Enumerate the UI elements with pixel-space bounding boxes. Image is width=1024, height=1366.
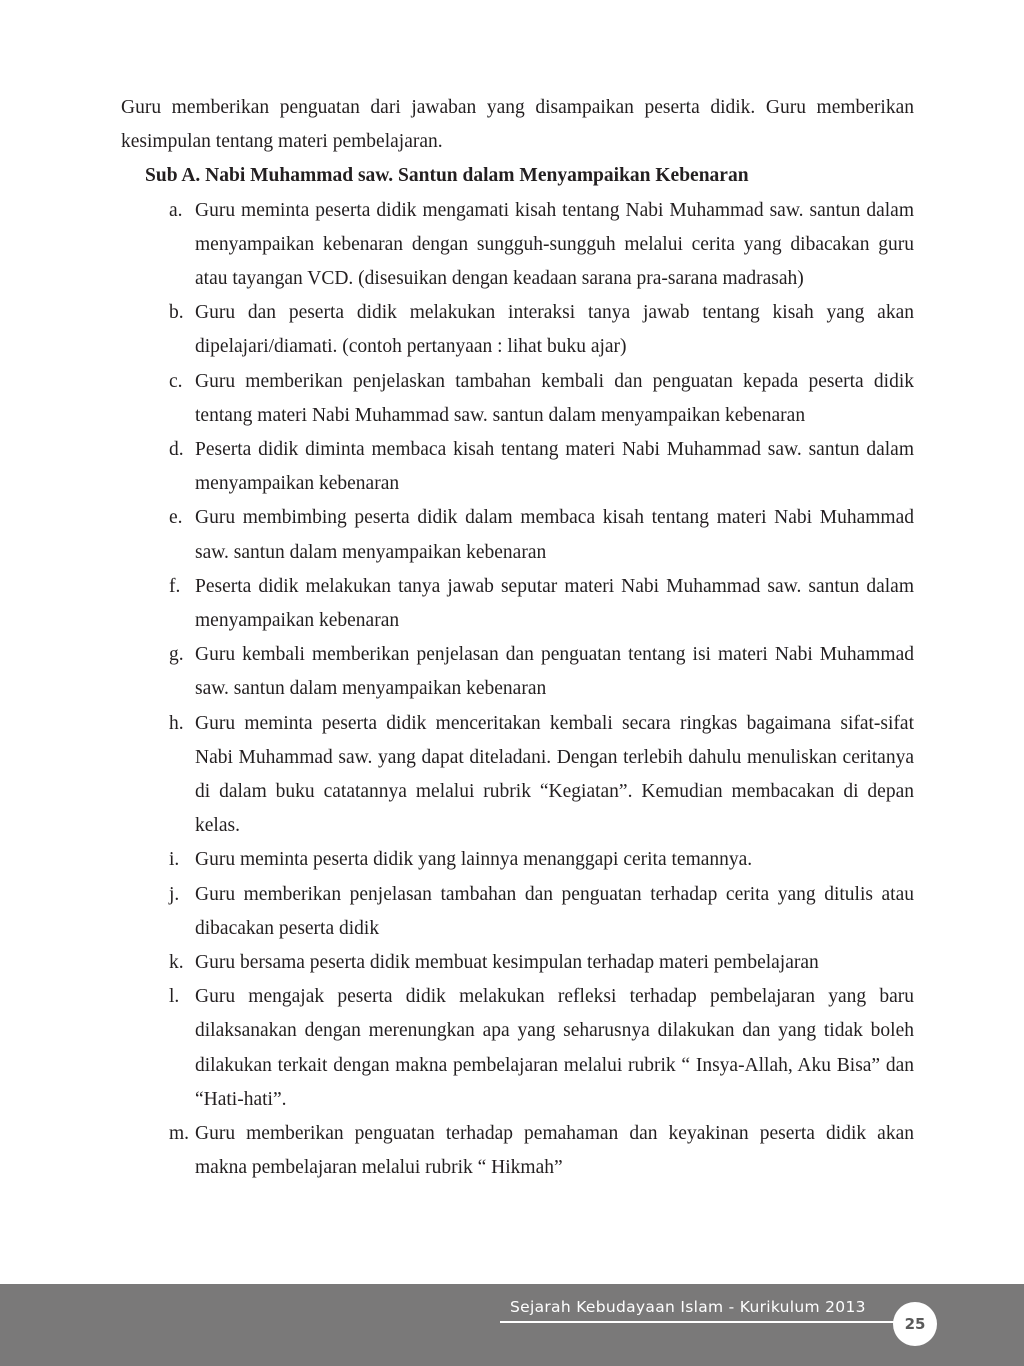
footer-divider <box>500 1321 900 1323</box>
list-item <box>121 707 914 844</box>
item-text: Guru mengajak peserta didik melakukan refleksi terhadap pembelajaran yang baru dilaksanakan dengan merenungkan apa yang seharusnya dilakukan dan yang tidak boleh dilakukan terkait dengan makna pembelajaran melalui rubrik “ Insya-Allah, Aku Bisa” dan “Hati-hati”. <box>195 986 914 1110</box>
list-item <box>121 194 914 297</box>
item-letter: l. <box>169 986 180 1008</box>
footer-book-title: Sejarah Kebudayaan Islam - Kurikulum 2013 <box>510 1298 866 1316</box>
item-letter: b. <box>169 302 184 324</box>
list-item <box>121 980 914 1117</box>
list-item <box>121 501 914 569</box>
list-item <box>121 433 914 501</box>
page-number: 25 <box>904 1315 926 1333</box>
list-item <box>121 1117 914 1185</box>
activity-list <box>121 194 914 1186</box>
item-text: Guru meminta peserta didik mengamati kisah tentang Nabi Muhammad saw. santun dalam menyampaikan kebenaran dengan sungguh-sungguh melalui cerita yang dibacakan guru atau tayangan VCD. (disesuikan dengan keadaan sarana pra-sarana madrasah) <box>195 199 914 290</box>
item-letter: i. <box>169 849 180 871</box>
list-item <box>121 365 914 433</box>
list-item <box>121 843 914 877</box>
section-heading: Sub A. Nabi Muhammad saw. Santun dalam Menyampaikan Kebenaran <box>145 165 749 187</box>
item-letter: g. <box>169 644 184 666</box>
item-letter: j. <box>169 883 180 905</box>
item-letter: f. <box>169 575 181 597</box>
item-letter: e. <box>169 507 183 529</box>
item-letter: c. <box>169 370 183 392</box>
list-item <box>121 296 914 364</box>
page-content <box>121 91 914 1186</box>
item-text: Guru memberikan penjelaskan tambahan kembali dan penguatan kepada peserta didik tentang materi Nabi Muhammad saw. santun dalam menyampaikan kebenaran <box>195 370 914 426</box>
item-text: Guru meminta peserta didik menceritakan kembali secara ringkas bagaimana sifat-sifat Nabi Muhammad saw. yang dapat diteladani. Dengan terlebih dahulu menuliskan ceritanya di dalam buku catatannya melalui rubrik “Kegiatan”. Kemudian membacakan di depan kelas. <box>195 712 914 837</box>
list-item <box>121 638 914 706</box>
item-letter: h. <box>169 712 184 734</box>
intro-paragraph: Guru memberikan penguatan dari jawaban yang disampaikan peserta didik. Guru memberikan kesimpulan tentang materi pembelajaran. <box>121 97 914 153</box>
item-letter: k. <box>169 952 184 974</box>
item-text: Guru meminta peserta didik yang lainnya menanggapi cerita temannya. <box>195 849 753 871</box>
list-item <box>121 946 914 980</box>
list-item <box>121 878 914 946</box>
list-item <box>121 570 914 638</box>
footer-band <box>0 1284 1024 1366</box>
item-text: Peserta didik melakukan tanya jawab seputar materi Nabi Muhammad saw. santun dalam menyampaikan kebenaran <box>195 575 914 632</box>
page-number-badge <box>893 1302 937 1346</box>
item-text: Guru dan peserta didik melakukan interaksi tanya jawab tentang kisah yang akan dipelajari/diamati. (contoh pertanyaan : lihat buku ajar) <box>195 302 914 358</box>
item-letter: a. <box>169 199 183 221</box>
item-text: Guru memberikan penjelasan tambahan dan penguatan terhadap cerita yang ditulis atau dibacakan peserta didik <box>195 883 914 939</box>
item-text: Guru membimbing peserta didik dalam membaca kisah tentang materi Nabi Muhammad saw. santun dalam menyampaikan kebenaran <box>195 507 914 563</box>
item-text: Guru memberikan penguatan terhadap pemahaman dan keyakinan peserta didik akan makna pembelajaran melalui rubrik “ Hikmah” <box>195 1123 914 1179</box>
item-letter: m. <box>169 1123 190 1145</box>
item-text: Guru kembali memberikan penjelasan dan penguatan tentang isi materi Nabi Muhammad saw. santun dalam menyampaikan kebenaran <box>195 644 914 700</box>
item-text: Peserta didik diminta membaca kisah tentang materi Nabi Muhammad saw. santun dalam menyampaikan kebenaran <box>195 439 914 495</box>
item-letter: d. <box>169 439 184 461</box>
item-text: Guru bersama peserta didik membuat kesimpulan terhadap materi pembelajaran <box>195 952 819 974</box>
